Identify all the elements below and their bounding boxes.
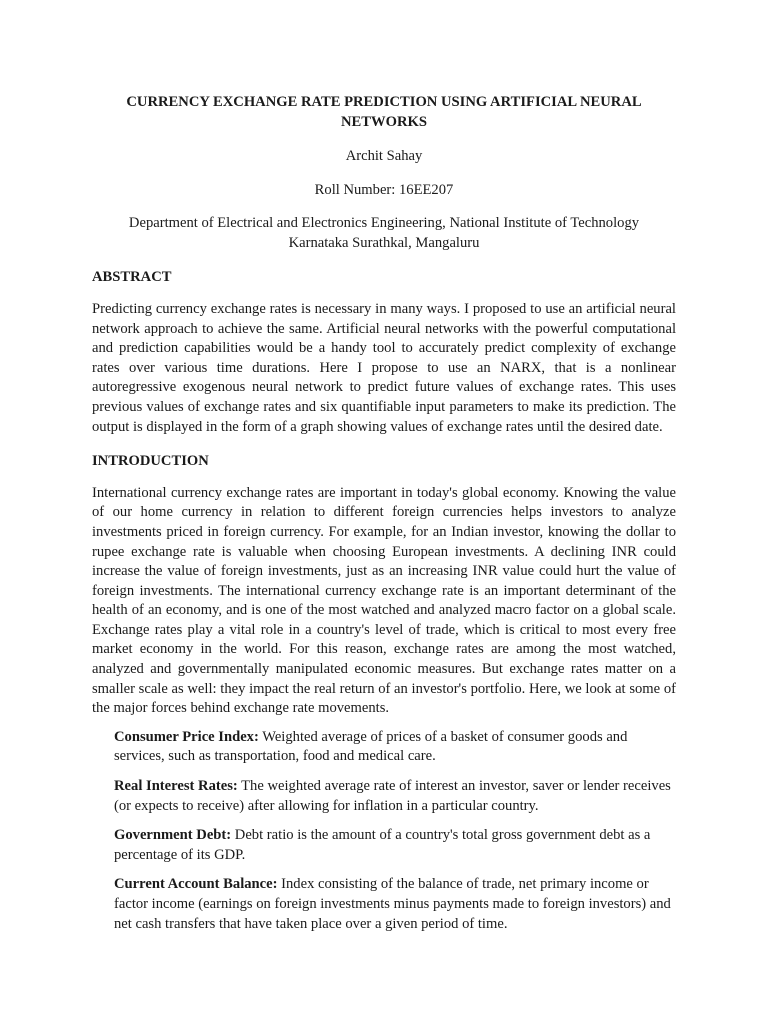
abstract-text: Predicting currency exchange rates is necessary in many ways. I proposed to use an artificial neural network approach to achieve the same. Artificial neural networks with the powerful computational and prediction capabilities would be a handy tool to accurately predict complexity of exchange rates over various time durations. Here I propose to use an NARX, that is a nonlinear autoregressive exogenous neural network to predict future values of exchange rates. This uses previous values of exchange rates and six quantifiable input parameters to make its prediction. The output is displayed in the form of a graph showing values of exchange rates until the desired date. — [92, 300, 676, 435]
factor-term: Current Account Balance: — [114, 876, 278, 893]
list-item — [114, 826, 676, 865]
department-line-2: Karnataka Surathkal, Mangaluru — [288, 234, 480, 251]
list-item — [114, 875, 676, 934]
factor-definition: Weighted average of prices of a basket of consumer goods and services, such as transportation, food and medical care. — [114, 728, 628, 765]
introduction-text: International currency exchange rates are important in today's global economy. Knowing the value of our home currency in relation to different foreign currencies helps investors to analyze investments priced in foreign currency. For example, for an Indian investor, knowing the dollar to rupee exchange rate is valuable when choosing European investments. A declining INR could increase the value of foreign investments, just as an increasing INR value could hurt the value of foreign investments. The international currency exchange rate is an important determinant of the health of an economy, and is one of the most watched and analyzed macro factor on a global scale. Exchange rates play a vital role in a country's level of trade, which is critical to most every free market economy in the world. For this reason, exchange rates are among the most watched, analyzed and governmentally manipulated economic measures. But exchange rates matter on a smaller scale as well: they impact the real return of an investor's portfolio. Here, we look at some of the major forces behind exchange rate movements. — [92, 484, 676, 717]
factor-term: Government Debt: — [114, 827, 232, 844]
author-name: Archit Sahay — [345, 148, 423, 164]
paper-title: CURRENCY EXCHANGE RATE PREDICTION USING ARTIFICIAL NEURAL NETWORKS — [126, 94, 642, 130]
abstract-heading: ABSTRACT — [92, 269, 172, 286]
list-item — [114, 777, 676, 816]
factor-term: Consumer Price Index: — [114, 728, 259, 745]
roll-number: Roll Number: 16EE207 — [314, 181, 454, 198]
factor-definition: Index consisting of the balance of trade, net primary income or factor income (earnings on foreign investments minus payments made to foreign investors) and net cash transfers that have taken place over a given period of time. — [114, 876, 671, 932]
factor-list — [92, 728, 676, 934]
department-line-1: Department of Electrical and Electronics Engineering, National Institute of Technology — [128, 215, 640, 232]
list-item — [114, 728, 676, 767]
factor-definition: Debt ratio is the amount of a country's total gross government debt as a percentage of its GDP. — [114, 827, 651, 863]
factor-term: Real Interest Rates: — [114, 778, 238, 795]
factor-definition: The weighted average rate of interest an investor, saver or lender receives (or expects to receive) after allowing for inflation in a particular country. — [114, 778, 671, 814]
introduction-heading: INTRODUCTION — [92, 453, 209, 470]
